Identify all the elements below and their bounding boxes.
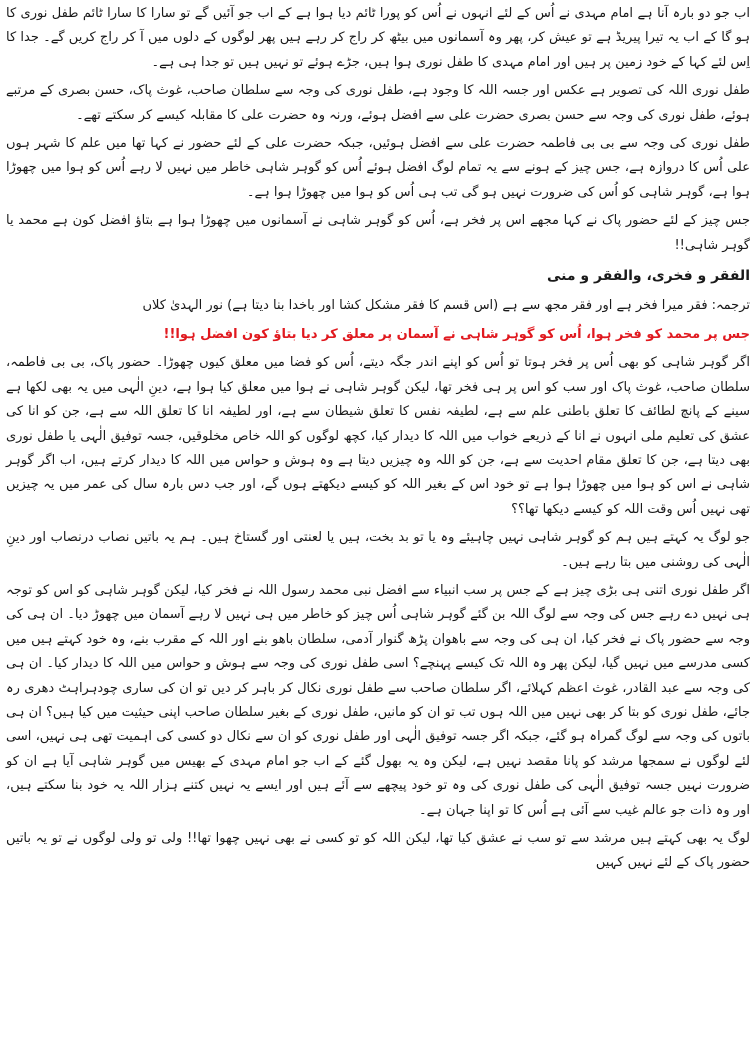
translation-line: ترجمہ: فقر میرا فخر ہے اور فقر مجھ سے ہے (اس قسم کا فقر مشکل کشا اور باخدا بنا دیتا ہے) نور الہدیٰ کلاں bbox=[142, 298, 750, 314]
paragraph-3: طفل نوری کی وجہ سے بی بی فاطمہ حضرت علی سے افضل ہوئیں، جبکہ حضرت علی کے لئے حضور نے کہا تھا میں علم کا شہر ہوں علی اُس کا دروازہ ہے، جس چیز کے ہونے سے یہ تمام لوگ افضل ہوئے اُس کو گوہر شاہی خاطر میں نہیں لا رہے اُس کو ہوا میں چھوڑا ہوا ہے، گوہر شاہی کو اُس کی ضرورت نہیں ہو گی تب ہی اُس کو ہوا میں چھوڑا ہوا ہے۔ bbox=[6, 136, 750, 200]
arabic-quote-heading: الفقر و فخری، والفقر و منی bbox=[547, 268, 750, 285]
paragraph-8: لوگ یہ بھی کہتے ہیں مرشد سے تو سب نے عشق کیا تھا، لیکن اللہ کو تو کسی نے بھی نہیں چھوا تھا!! ولی تو ولی لوگوں نے تو یہ باتیں حضور پاک کے لئے نہیں کہیں bbox=[6, 831, 750, 871]
article-body bbox=[6, 2, 750, 880]
paragraph-6: جو لوگ یہ کہتے ہیں ہم کو گوہر شاہی نہیں چاہیئے وہ یا تو بد بخت، ہیں یا لعنتی اور گستاخ ہیں۔ ہم یہ باتیں نصاب درنصاب اور دینِ الٰہی کی روشنی میں بتا رہے ہیں۔ bbox=[6, 530, 750, 570]
paragraph-5: اگر گوہر شاہی کو بھی اُس پر فخر ہوتا تو اُس کو اپنے اندر جگہ دیتے، اُس کو فضا میں معلق کیوں چھوڑا۔ حضور پاک، بی بی فاطمہ، سلطان صاحب، غوث پاک اور سب کو اس پر ہی فخر تھا، لیکن گوہر شاہی نے ہوا میں معلق کیا ہوا ہے، دینِ الٰہی میں یہ بھی لکھا ہے سینے کے پانچ لطائف کا تعلق باطنی علم سے ہے، لطیفہ نفس کا تعلق شیطان سے ہے، اور لطیفہ انا کا تعلق اللہ سے ہے، جن کو انا کی عشق کی تعلیم ملی انہوں نے انا کے ذریعے خواب میں اللہ کا دیدار کیا، کچھ لوگوں کو اللہ خاص مخلوقیں، جسہ توفیق الٰہی یا طفل نوری بھی دیتا ہے، جن کا تعلق مقام احدیت سے ہے، جن کو اللہ وہ چیزیں دیتا ہے وہ ہوش و حواس میں اللہ کا دیدار کرتے ہیں، اب اگر گوہر شاہی نے اس کو ہوا میں چھوڑا ہوا ہے تو خود اس کے بغیر اللہ کو کیسے دیکھتے ہوں گے، اور جب دس بارہ سال کی عمر میں یہ چیزیں تھی نہیں اُس وقت اللہ کو کیسے دیکھا تھا؟؟ bbox=[6, 355, 750, 517]
paragraph-7: اگر طفل نوری اتنی ہی بڑی چیز ہے کے جس پر سب انبیاء سے افضل نبی محمد رسول اللہ نے فخر کیا، لیکن گوہر شاہی کو اس کو توجہ ہی نہیں دے رہے جس کی وجہ سے لوگ اللہ بن گئے گوہر شاہی اُس چیز کو خاطر میں ہی نہیں لا رہے آسمان میں چھوڑ دیا۔ ان ہی کی وجہ سے حضور پاک نے فخر کیا، ان ہی کی وجہ سے باھوان پڑھ گنوار آدمی، سلطان باھو بنے اور اللہ کے مقرب بنے، وہ خود کہتے ہیں میں کسی مدرسے میں نہیں گیا، لیکن پھر وہ اللہ تک کیسے پہنچے؟ اسی طفل نوری کی وجہ سے ہوش و حواس میں اللہ کا دیدار کیا۔ ان ہی کی وجہ سے عبد القادر، غوث اعظم کہلائے، اگر سلطان صاحب سے طفل نوری نکال کر باہر کر دیں تو ان کی ساری چودہراہٹ دھری رہ جائے، طفل نوری کو بتا کر بھی نہیں میں اللہ ہوں تب تو ان کو مانیں، طفل نوری کے بغیر سلطان صاحب اپنی حیثیت میں کیا ہیں؟ ان ہی باتوں کی وجہ سے لوگ گمراہ ہو گئے، جبکہ اگر جسہ توفیق الٰہی اور طفل نوری کو ان سے نکال دو کسی کی اہمیت تھی ہی نہیں، اسی لئے لوگوں نے سمجھا مرشد کو پانا مقصد نہیں ہے، لیکن وہ یہ بھول گئے کے اب جو امام مہدی کے بھیس میں گوہر شاہی آیا ہے ان کو ضرورت نہیں جسہ توفیق الٰہی کی طفل نوری کی وہ تو خود پیچھے سے آئے ہیں اور ایسے یہ نہیں کتنے ہزار اللہ یہ خود بنا سکتے ہیں، اور وہ ذات جو عالم غیب سے آئی ہے اُس کا تو اپنا جہان ہے۔ bbox=[6, 582, 750, 818]
highlighted-red-line: جس پر محمد کو فخر ہوا، اُس کو گوہر شاہی نے آسمان پر معلق کر دیا بتاؤ کون افضل ہوا!! bbox=[163, 326, 750, 342]
paragraph-2: طفل نوری اللہ کی تصویر ہے عکس اور جسہ اللہ کا وجود ہے، طفل نوری کی وجہ سے سلطان صاحب، غوث پاک، حسن بصری کے مرتبے ہوئے، طفل نوری کی وجہ سے حسن بصری حضرت علی سے افضل ہوئے، ورنہ وہ حضرت علی کا مقابلہ کیسے کر سکتے تھے۔ bbox=[6, 83, 750, 123]
paragraph-1: اب جو دو بارہ آنا ہے امام مہدی نے اُس کے لئے انہوں نے اُس کو پورا ٹائم دیا ہوا ہے کے اب جو آئیں گے تو سارا کا سارا ٹائم طفل نوری کا ہو گا کے اب یہ تیرا پیریڈ ہے تو عیش کر، پھر وہ آسمانوں میں بیٹھ کر راج کر رہے ہیں پھر لوگوں کے دلوں میں آ کر راج کریں گے۔ جدا کا اِس لئے کہا کے خود زمین پر ہیں اور امام مہدی کا طفل نوری ہوا ہیں، جڑے ہوئے تو نہیں ہیں تو جدا ہی ہے۔ bbox=[6, 6, 750, 70]
paragraph-4: جس چیز کے لئے حضور پاک نے کہا مجھے اس پر فخر ہے، اُس کو گوہر شاہی نے آسمانوں میں چھوڑا ہوا ہے بتاؤ افضل کون ہے محمد یا گوہر شاہی!! bbox=[6, 213, 750, 253]
